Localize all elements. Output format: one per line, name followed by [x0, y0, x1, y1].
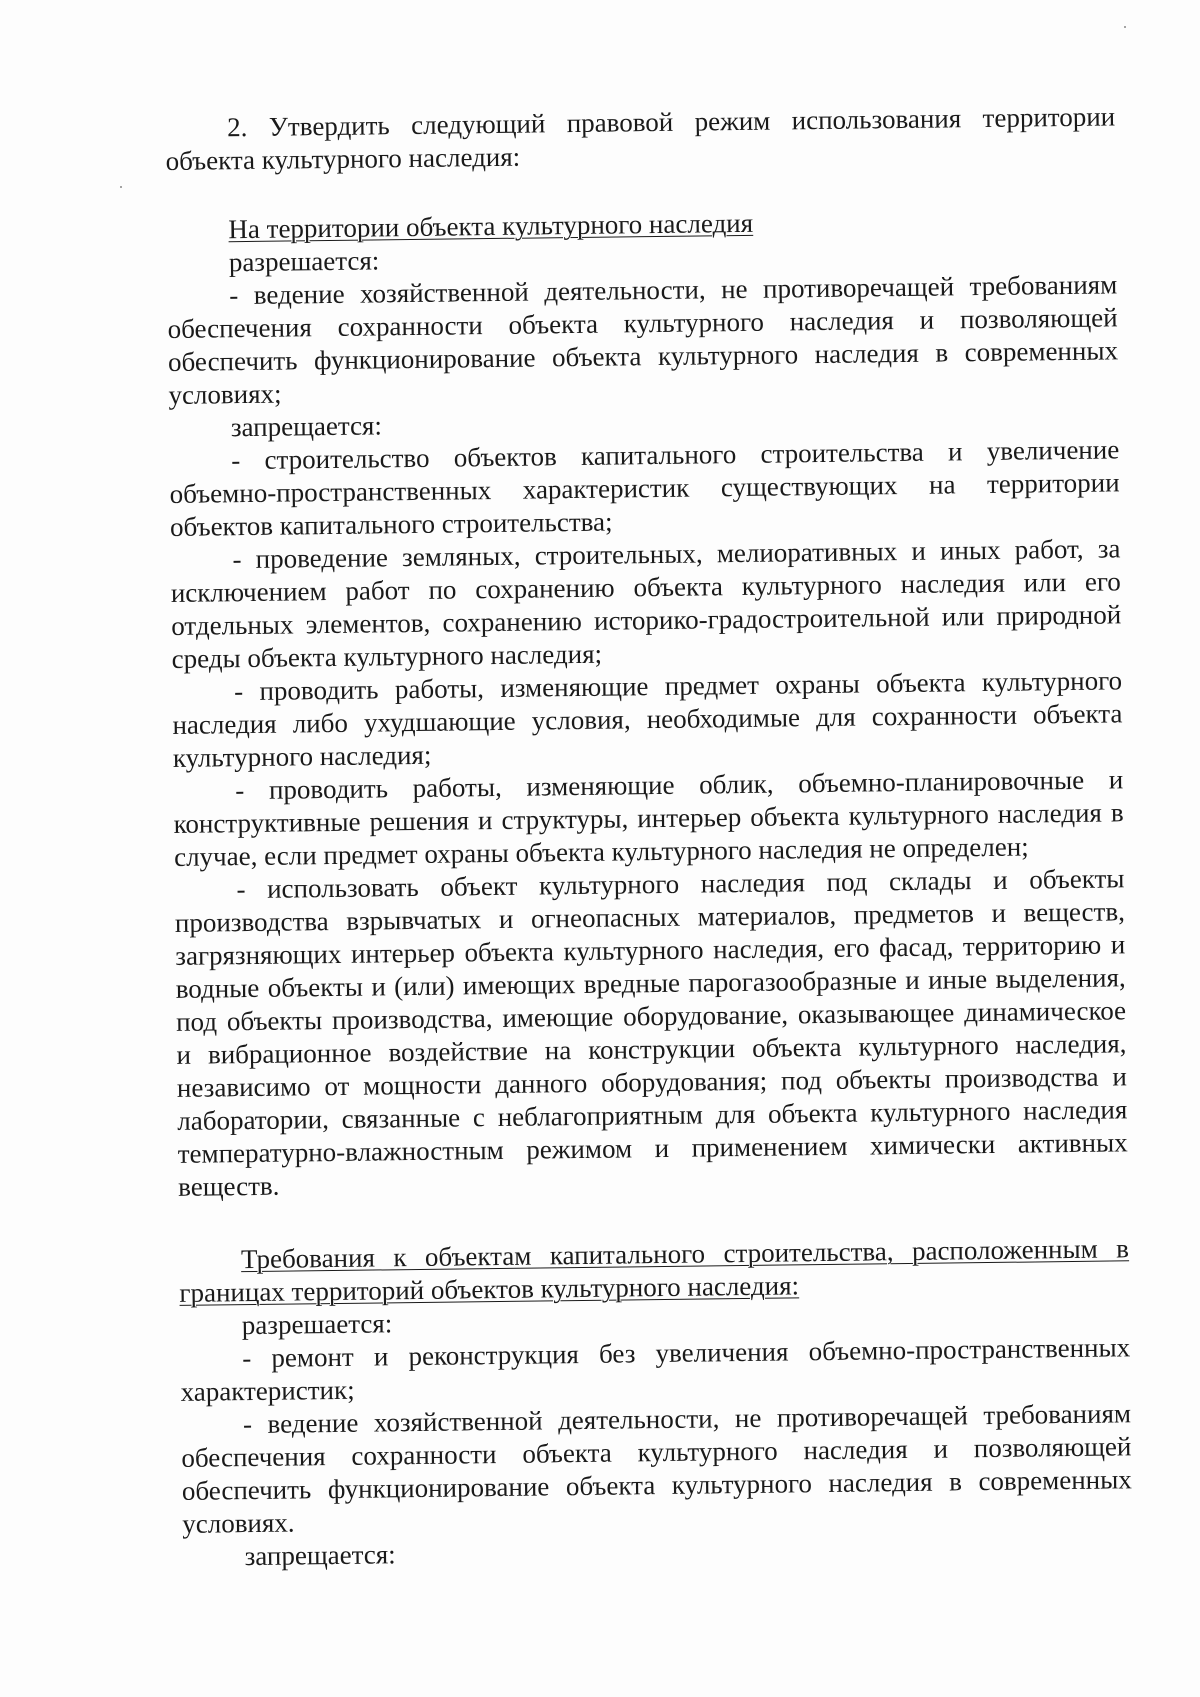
section1-forbidden-item: - проводить работы, изменяющие облик, объемно-планировочные и конструктивные решения и структуры, интерьер объекта культурного наследия в случае, если предмет охраны объекта культурного наследия не определен; — [173, 764, 1124, 872]
section1-forbidden-item: - использовать объект культурного наследия под склады и объекты производства взрывчатых и огнеопасных материалов, предметов и веществ, загрязняющих интерьер объекта культурного наследия, его фасад, территорию и водные объекты и (или) имеющих вредные парогазообразные и иные выделения, под объекты производства, имеющие оборудование, оказывающее динамическое и вибрационное воздействие на конструкции объекта культурного наследия, независимо от мощности данного оборудования; под объекты производства и лаборатории, связанные с неблагоприятным для объекта культурного наследия температурно-влажностным режимом и применением химически активных веществ. — [174, 863, 1128, 1202]
section1-allowed-label: разрешается: — [228, 245, 380, 278]
scan-speck — [120, 186, 122, 188]
intro-paragraph: 2. Утвердить следующий правовой режим использования территории объекта культурного наследия: — [165, 101, 1116, 176]
section1-forbidden-item: - строительство объектов капитального строительства и увеличение объемно-пространственных характеристик существующих на территории объектов капитального строительства; — [169, 434, 1120, 542]
section2-allowed-label: разрешается: — [241, 1308, 393, 1341]
section2-heading: Требования к объектам капитального строительства, расположенным в границах территорий объектов культурного наследия: — [179, 1233, 1130, 1308]
scan-speck — [1124, 26, 1126, 28]
section2-forbidden-label: запрещается: — [244, 1539, 396, 1572]
section2-allowed-item: - ремонт и реконструкция без увеличения объемно-пространственных характеристик; — [180, 1332, 1131, 1407]
document-body — [165, 100, 1133, 1573]
section2-allowed-item: - ведение хозяйственной деятельности, не противоречащей требованиям обеспечения сохранности объекта культурного наследия и позволяющей обеспечить функционирование объекта культурного наследия в современных условиях. — [181, 1398, 1132, 1539]
section1-forbidden-item: - проводить работы, изменяющие предмет охраны объекта культурного наследия либо ухудшающие условия, необходимые для сохранности объекта культурного наследия; — [172, 665, 1123, 773]
section1-allowed-item: - ведение хозяйственной деятельности, не противоречащей требованиям обеспечения сохранности объекта культурного наследия и позволяющей обеспечить функционирование объекта культурного наследия в современных условиях; — [167, 269, 1119, 410]
section1-forbidden-label: запрещается: — [230, 410, 383, 443]
section1-forbidden-item: - проведение земляных, строительных, мелиоративных и иных работ, за исключением работ по сохранению объекта культурного наследия или его отдельных элементов, сохранению историко-градостроительной или природной среды объекта культурного наследия; — [170, 533, 1122, 674]
section1-heading: На территории объекта культурного наследия — [228, 207, 754, 245]
